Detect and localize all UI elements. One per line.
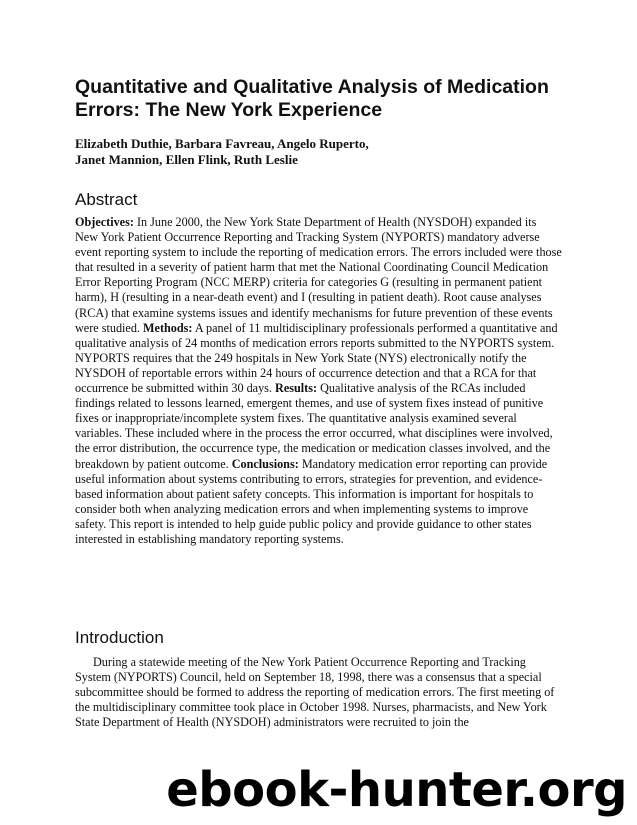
results-label: Results: — [275, 381, 318, 396]
abstract-heading: Abstract — [75, 190, 138, 209]
authors-line-2: Janet Mannion, Ellen Flink, Ruth Leslie — [75, 152, 298, 167]
author-list — [75, 136, 595, 168]
abstract-body — [75, 215, 562, 547]
introduction-heading: Introduction — [75, 628, 164, 647]
methods-text: A panel of 11 multidisciplinary professionals performed a quantitative and qualitative analysis of 24 months of medication errors reports submitted to the NYPORTS system. NYPORTS requires that the 249 hospitals in New York State (NYS) electronically notify the NYSDOH of reportable errors within 24 hours of occurrence detection and that a RCA for that occurrence be submitted within 30 days. — [75, 320, 558, 396]
conclusions-label: Conclusions: — [231, 456, 299, 471]
paper-title: Quantitative and Qualitative Analysis of Medication Errors: The New York Experience — [75, 76, 549, 121]
results-text: Qualitative analysis of the RCAs included findings related to lessons learned, emergent themes, and use of system fixes instead of punitive fixes or inappropriate/incomplete system fixes. The quantitative analysis examined several variables. These included where in the process the error occurred, what disciplines were involved, the error distribution, the occurrence type, the medication or medication classes involved, and the breakdown by patient outcome. — [75, 381, 553, 471]
methods-label: Methods: — [143, 320, 193, 335]
objectives-text: In June 2000, the New York State Department of Health (NYSDOH) expanded its New York Patient Occurrence Reporting and Tracking System (NYPORTS) mandatory adverse event reporting system to include the reporting of medication errors. The errors included were those that resulted in a severity of patient harm that met the National Coordinating Council Medication Error Reporting Program (NCC MERP) criteria for categories G (resulting in permanent patient harm), H (resulting in a near-death event) and I (resulting in patient death). Root cause analyses (RCA) that examine systems issues and identify mechanisms for future prevention of these events were studied. — [75, 215, 562, 335]
authors-line-1: Elizabeth Duthie, Barbara Favreau, Angelo Ruperto, — [75, 136, 369, 151]
watermark-banner: ebook-hunter.org — [166, 762, 627, 818]
introduction-paragraph: During a statewide meeting of the New York Patient Occurrence Reporting and Tracking System (NYPORTS) Council, held on September 18, 1998, there was a consensus that a special subcommittee should be formed to address the reporting of medication errors. The first meeting of the multidisciplinary committee took place in October 1998. Nurses, pharmacists, and New York State Department of Health (NYSDOH) administrators were recruited to join the — [75, 655, 555, 730]
conclusions-text: Mandatory medication error reporting can provide useful information about systems contributing to errors, strategies for prevention, and evidence-based information about patient safety concepts. This information is important for hospitals to consider both when analyzing medication errors and when implementing systems to improve safety. This report is intended to help guide public policy and provide guidance to other states interested in establishing mandatory reporting systems. — [75, 456, 548, 546]
objectives-label: Objectives: — [75, 215, 134, 229]
